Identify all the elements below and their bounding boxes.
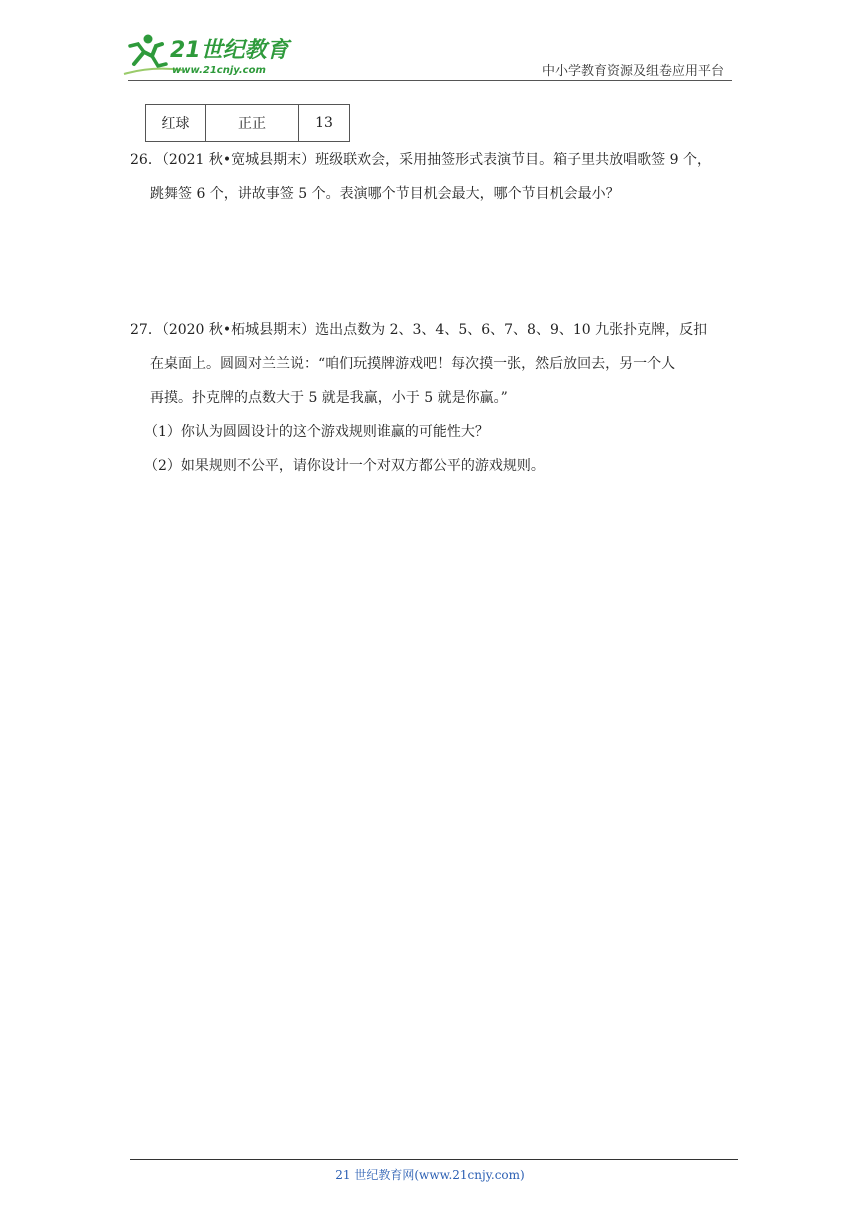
table-cell-item: 红球 (146, 105, 206, 142)
question-line: 27．（2020 秋•柘城县期末）选出点数为 2、3、4、5、6、7、8、9、10 九张扑克牌，反扣 (130, 322, 708, 338)
question-line: 再摸。扑克牌的点数大于 5 就是我赢，小于 5 就是你赢。” (150, 390, 508, 406)
table-cell-count: 13 (299, 105, 350, 142)
sub-question-2: （2）如果规则不公平，请你设计一个对双方都公平的游戏规则。 (144, 458, 545, 474)
header-divider (128, 80, 732, 81)
page-header (0, 0, 860, 84)
footer-text: 21 世纪教育网(www.21cnjy.com) (335, 1168, 525, 1182)
logo-url: www.21cnjy.com (172, 65, 266, 76)
logo-text: 21世纪教育 (170, 38, 289, 63)
footer-divider (130, 1159, 738, 1160)
question-line: 跳舞签 6 个，讲故事签 5 个。表演哪个节目机会最大，哪个节目机会最小？ (150, 186, 620, 202)
tally-table (145, 104, 350, 142)
question-line: 26．（2021 秋•宽城县期末）班级联欢会，采用抽签形式表演节目。箱子里共放唱歌签 9 个， (130, 152, 711, 168)
question-27 (130, 313, 735, 483)
question-26 (130, 143, 735, 211)
question-line: 在桌面上。圆圆对兰兰说：“咱们玩摸牌游戏吧！每次摸一张，然后放回去，另一个人 (150, 356, 676, 372)
table-cell-tally: 正正 (206, 105, 299, 142)
table-row (146, 105, 350, 142)
sub-question-1: （1）你认为圆圆设计的这个游戏规则谁赢的可能性大？ (144, 424, 489, 440)
logo-graphic (122, 30, 292, 80)
site-logo (122, 30, 292, 80)
header-platform-text: 中小学教育资源及组卷应用平台 (541, 64, 724, 79)
